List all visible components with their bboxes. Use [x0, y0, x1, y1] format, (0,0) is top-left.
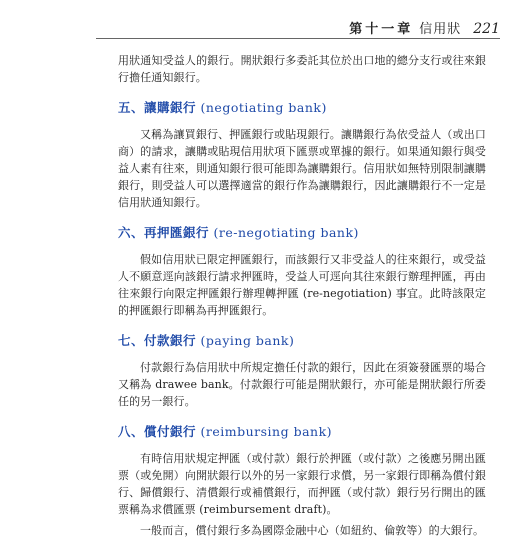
paragraph: 又稱為讓買銀行、押匯銀行或貼現銀行。讓購銀行為依受益人（或出口商）的請求，讓購或貼現信用狀項下匯票或單據的銀行。如果通知銀行與受益人素有往來，則通知銀行很可能即為讓購銀行。信用狀如無特別限制讓購銀行，則受益人可以選擇適當的銀行作為讓購銀行，因此讓購銀行不一定是信用狀通知銀行。	[118, 128, 486, 209]
header-rule	[96, 38, 500, 39]
paragraph: 用狀通知受益人的銀行。開狀銀行多委託其位於出口地的總分支行或往來銀行擔任通知銀行。	[118, 54, 486, 84]
section-heading-en: (reimbursing bank)	[200, 424, 333, 439]
section-heading-zh: 七、付款銀行	[118, 333, 197, 348]
section-heading	[118, 333, 486, 349]
paragraph: 假如信用狀已限定押匯銀行，而該銀行又非受益人的往來銀行，或受益人不願意逕向該銀行請求押匯時，受益人可逕向其往來銀行辦理押匯，再由往來銀行向限定押匯銀行辦理轉押匯 (re-negotiation) 事宜。此時該限定的押匯銀行即稱為再押匯銀行。	[118, 253, 486, 317]
paragraph: 有時信用狀規定押匯（或付款）銀行於押匯（或付款）之後應另開出匯票（或免開）向開狀銀行以外的另一家銀行求償，另一家銀行即稱為償付銀行、歸償銀行、清償銀行或補償銀行，而押匯（或付款）銀行另行開出的匯票稱為求償匯票 (reimbursement draft)。	[118, 452, 486, 516]
chapter-title: 信用狀	[419, 22, 462, 37]
page-number: 221	[473, 21, 500, 37]
section-heading	[118, 100, 486, 116]
running-header	[300, 18, 500, 36]
paragraph: 付款銀行為信用狀中所規定擔任付款的銀行，因此在須簽發匯票的場合又稱為 drawee bank。付款銀行可能是開狀銀行，亦可能是開狀銀行所委任的另一銀行。	[118, 361, 486, 408]
section-heading	[118, 424, 486, 440]
section-heading-en: (paying bank)	[200, 333, 295, 348]
section-heading	[118, 225, 486, 241]
section-heading-en: (negotiating bank)	[200, 100, 327, 115]
section-heading-zh: 八、償付銀行	[118, 424, 197, 439]
section-heading-en: (re-negotiating bank)	[213, 225, 359, 240]
chapter-label: 第十一章	[349, 22, 414, 37]
section-heading-zh: 五、讓購銀行	[118, 100, 197, 115]
paragraph: 一般而言，償付銀行多為國際金融中心（如紐約、倫敦等）的大銀行。	[140, 524, 485, 537]
section-heading-zh: 六、再押匯銀行	[118, 225, 210, 240]
page-body	[118, 52, 486, 539]
